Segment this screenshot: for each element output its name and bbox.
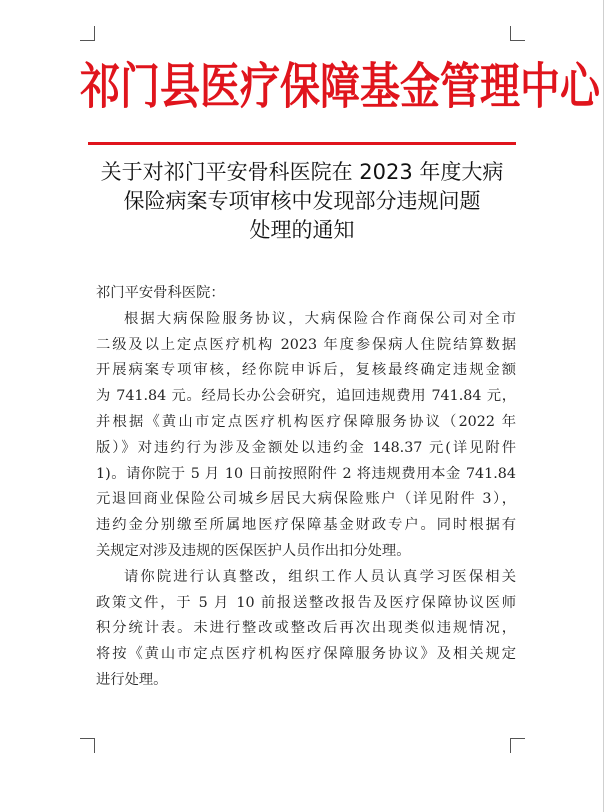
crop-mark-bottom-right bbox=[510, 738, 525, 753]
body-line: 并根据《黄山市定点医疗机构医疗保障服务协议（2022 年 bbox=[96, 413, 516, 430]
document-body bbox=[96, 281, 516, 694]
paragraph-2 bbox=[96, 565, 516, 694]
body-line: 积分统计表。未进行整改或整改后再次出现类似违规情况， bbox=[96, 620, 516, 637]
body-line: 根据大病保险服务协议，大病保险合作商保公司对全市 bbox=[124, 310, 516, 327]
crop-mark-top-right bbox=[510, 26, 525, 41]
body-line: 为 741.84 元。经局长办公会研究，追回违规费用 741.84 元， bbox=[96, 388, 516, 405]
title-line: 处理的通知 bbox=[249, 218, 355, 242]
body-line: 1)。请你院于 5 月 10 日前按照附件 2 将违规费用本金 741.84 bbox=[96, 465, 516, 482]
body-line: 二级及以上定点医疗机构 2023 年度参保病人住院结算数据 bbox=[96, 336, 516, 353]
crop-mark-top-left bbox=[80, 26, 95, 41]
body-line: 政策文件，于 5 月 10 前报送整改报告及医疗保障协议医师 bbox=[96, 594, 516, 611]
body-line: 版）》对违约行为涉及金额处以违约金 148.37 元(详见附件 bbox=[96, 439, 516, 456]
paragraph-1 bbox=[96, 307, 516, 565]
title-line: 关于对祁门平安骨科医院在 2023 年度大病 bbox=[100, 160, 504, 184]
title-line: 保险病案专项审核中发现部分违规问题 bbox=[123, 189, 481, 213]
issuing-organization-header: 祁门县医疗保障基金管理中心 bbox=[80, 58, 600, 116]
crop-mark-bottom-left bbox=[80, 738, 95, 753]
body-line: 元退回商业保险公司城乡居民大病保险账户（详见附件 3）， bbox=[96, 491, 516, 508]
red-header-rule bbox=[88, 142, 516, 145]
salutation: 祁门平安骨科医院： bbox=[96, 285, 225, 301]
document-title bbox=[84, 158, 520, 245]
body-line: 进行处理。 bbox=[96, 671, 168, 688]
body-line: 将按《黄山市定点医疗机构医疗保障服务协议》及相关规定 bbox=[96, 646, 516, 663]
body-line: 关规定对涉及违规的医保医护人员作出扣分处理。 bbox=[96, 542, 411, 559]
body-line: 违约金分别缴至所属地医疗保障基金财政专户。同时根据有 bbox=[96, 517, 516, 534]
body-line: 开展病案专项审核，经你院申诉后，复核最终确定违规金额 bbox=[96, 362, 516, 379]
body-line: 请你院进行认真整改，组织工作人员认真学习医保相关 bbox=[124, 568, 516, 585]
